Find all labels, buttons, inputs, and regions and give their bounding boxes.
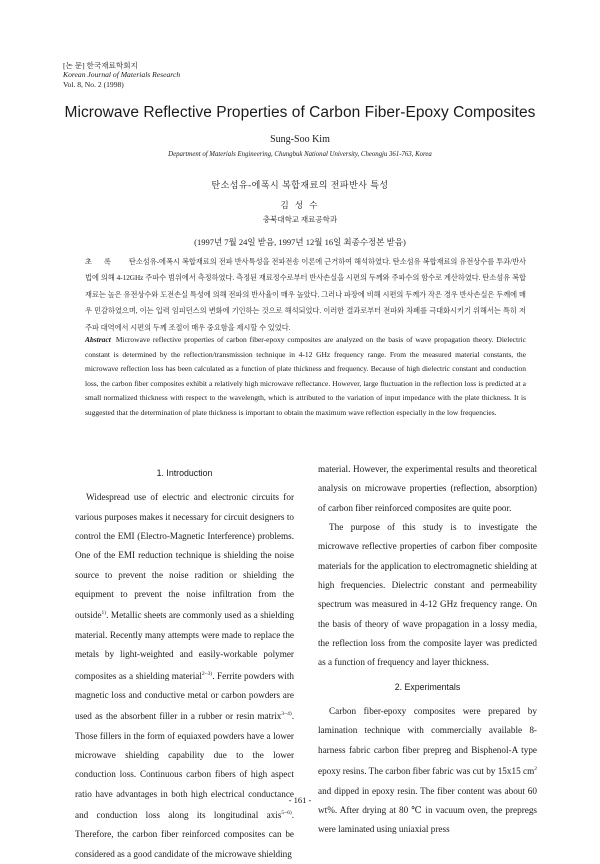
citation: 5~6) [281, 810, 292, 817]
korean-abstract-label: 초록 [85, 258, 123, 266]
journal-name-english: Korean Journal of Materials Research [63, 70, 181, 80]
superscript: 2 [534, 766, 537, 773]
korean-affiliation: 충북대학교 재료공학과 [262, 215, 338, 224]
citation: 2~3) [201, 670, 213, 677]
citation: 1) [101, 610, 107, 617]
korean-abstract [85, 254, 526, 336]
abstract-text: Microwave reflective properties of carbon fiber-epoxy composites are analyzed on the basis of wave propagation theory. Dielectric constant is determined by the reflection/transmission technique in 4-12 GHz frequency range. From the measured material constants, the microwave reflection loss has been calculated as a function of plate thickness and frequency. Because of high dielectric constant and conduction loss, the carbon fiber composites exhibit a relatively high microwave reflectance. However, large fluctuation in the reflection loss is predicted at a small normalized thickness with respect to the wavelength, which is attributed to the variation of input impedance with the plate thickness. It is suggested that the determination of plate thickness is important to obtain the maximum wave reflection especially in the low frequencies. [85, 335, 526, 417]
right-column [318, 460, 537, 840]
intro-paragraph-2: The purpose of this study is to investigate the microwave reflective properties of carbon fiber composite materials for the application to electromagnetic shielding at high frequencies. Dielectric constant and permeability spectrum was measured in 4-12 GHz frequency range. On the basis of theory of wave propagation in a lossy media, the reflection loss from the composite layer was predicted as a function of frequency and layer thickness. [318, 522, 537, 668]
received-dates: (1997년 7월 24일 받음, 1997년 12월 16일 최종수정본 받음) [194, 237, 406, 247]
page-number: - 161 - [288, 795, 312, 805]
author-name: Sung-Soo Kim [270, 134, 330, 145]
author-affiliation: Department of Materials Engineering, Chungbuk National University, Cheongju 361-763, Korea [168, 151, 432, 158]
intro-paragraph-1: Widespread use of electric and electronic circuits for various purposes makes it necessary for circuit designers to control the EMI (Electro-Magnetic Interference) problems. One of the EMI reduction technique is shielding the noise source to prevent the noise radition or shielding the equipment to prevent the noise infiltration from the outside$^{1)}$. Metallic sheets are commonly used as a shielding material. Recently many attempts were made to replace the metals by light-weighted and easily-workable polymer composites as a shielding material$^{2\sim 3)}$. Ferrite powders with magnetic loss and conductive metal or carbon powders are used as the absorbent filler in a rubber or resin matrix$^{3\sim 4)}$. Those fillers in the form of equiaxed powders have a lower microwave shielding capability due to the lower conduction loss. Continuous carbon fibers of high aspect ratio have advantages in both high electrical conductance and conduction loss along its longitudinal axis$^{5\sim 6)}$. Therefore, the carbon fiber reinforced composites can be considered as a good candidate of the microwave shielding [75, 492, 295, 859]
korean-author: 김 성 수 [280, 200, 320, 210]
section-heading-experimentals: 2. Experimentals [394, 681, 461, 692]
journal-volume: Vol. 8, No. 2 (1998) [63, 79, 124, 89]
section-heading-introduction: 1. Introduction [156, 468, 213, 478]
experimentals-paragraph-1: Carbon fiber-epoxy composites were prepared by lamination technique with commercially available 8-harness fabric carbon fiber prepreg and Bisphenol-A type epoxy resins. The carbon fiber fabric was cut by 15x15 $cm^2$ and dipped in epoxy resin. The fiber content was about 60 wt%. After drying at 80 ℃ in vacuum oven, the prepregs were laminated using uniaxial press [318, 706, 537, 835]
paper-title: Microwave Reflective Properties of Carbon Fiber-Epoxy Composites [64, 104, 536, 121]
abstract-label: Abstract [85, 335, 111, 344]
journal-header [63, 61, 180, 89]
journal-name-korean: [논 문] 한국재료학회지 [63, 61, 138, 70]
intro-paragraph-1-continued: material. However, the experimental results and theoretical analysis on microwave properties (reflection, absorption) of carbon fiber reinforced composites are quite poor. [318, 464, 537, 513]
korean-abstract-text: 탄소섬유-에폭시 복합재료의 전파 반사특성을 전파전송 이론에 근거하여 해석하였다. 탄소섬유 복합재료의 유전상수를 투과/반사법에 의해 4-12GHz 주파수 범위에서 측정하였다. 측정된 재료정수로부터 반사손실을 시편의 두께와 주파수의 함수로 계산하였다. 탄소섬유 복합재료는 높은 유전상수와 도전손실 특성에 의해 전파의 반사율이 매우 높았다. 그러나 파장에 비해 시편의 두께가 작은 경우 반사손실은 두께에 매우 민감하였으며, 이는 입력 임피던스의 변화에 기인하는 것으로 해석되었다. 이러한 결과로부터 전파와 차폐를 극대화시키기 위해서는 특히 저주파 대역에서 시편의 두께 조절이 매우 중요함을 제시할 수 있었다. [85, 258, 526, 332]
citation: 3~4) [281, 711, 292, 718]
english-abstract [85, 333, 526, 421]
korean-title: 탄소섬유-에폭시 복합재료의 전파반사 특성 [211, 180, 389, 190]
